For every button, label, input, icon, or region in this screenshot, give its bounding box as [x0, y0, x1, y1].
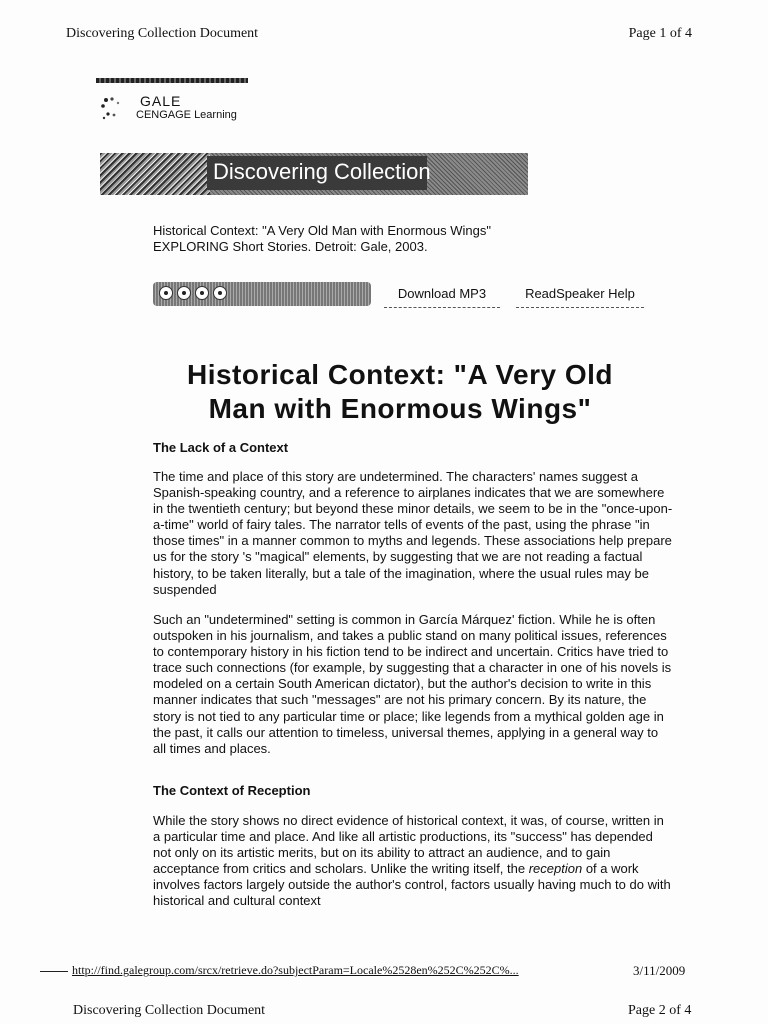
logo-subtitle: CENGAGE Learning	[136, 109, 237, 121]
banner-photo	[100, 153, 210, 195]
emphasis-reception: reception	[528, 861, 583, 877]
document-title-line-2: Man with Enormous Wings"	[208, 393, 592, 424]
gale-dots-icon	[98, 94, 128, 124]
footer-dash	[40, 971, 68, 972]
paragraph: The time and place of this story are undetermined. The characters' names suggest a Spanish-speaking country, and a reference to airplanes indicates that we are somewhere in the twentieth century; but beyond these minor details, we seem to be in the "once-upon-a-time" world of fairy tales. The narrator tells of events of the past, using the phrase "in those times" in a manner common to myths and legends. These associations help prepare us for the story 's "magical" elements, by suggesting that we are not reading a factual history, to be taken literally, but a tale of the imagination, where the usual rules may be suspended	[153, 469, 673, 597]
paragraph-text: While the story shows no direct evidence of historical context, it was, of course, written in a particular time and place. And like all artistic productions, its "success" has depended not only on its artistic merits, but on its ability to attract an audience, and to gain acceptance from critics and scholars. Unlike the writing itself, the	[153, 813, 664, 877]
document-title	[130, 358, 670, 426]
audio-player[interactable]	[153, 282, 371, 306]
next-page-header-title: Discovering Collection Document	[73, 1003, 266, 1018]
paragraph-text: of a work involves factors largely outside the author's control, factors usually having much to do with historical and cultural context	[153, 861, 671, 909]
print-header-page: Page 1 of 4	[628, 26, 692, 41]
section-heading: The Context of Reception	[153, 783, 311, 798]
stop-icon[interactable]	[195, 286, 209, 300]
paragraph	[153, 813, 673, 910]
citation	[153, 223, 491, 255]
section-heading: The Lack of a Context	[153, 440, 289, 455]
citation-title: Historical Context: "A Very Old Man with Enormous Wings"	[153, 223, 491, 238]
top-rule	[96, 78, 248, 83]
play-icon[interactable]	[159, 286, 173, 300]
footer-url-link[interactable]: http://find.galegroup.com/srcx/retrieve.do?subjectParam=Locale%2528en%252C%252C%...	[72, 963, 519, 977]
document-title-line-1: Historical Context: "A Very Old	[186, 359, 614, 390]
settings-icon[interactable]	[213, 286, 227, 300]
collection-banner	[100, 153, 528, 195]
citation-source: EXPLORING Short Stories. Detroit: Gale, 2003.	[153, 239, 428, 254]
pause-icon[interactable]	[177, 286, 191, 300]
logo-name: GALE	[140, 93, 182, 109]
next-page-header-page: Page 2 of 4	[628, 1003, 692, 1018]
download-mp3-link[interactable]: Download MP3	[384, 286, 500, 308]
print-footer-date: 3/11/2009	[633, 963, 686, 978]
print-footer-url	[40, 963, 519, 978]
readspeaker-help-link[interactable]: ReadSpeaker Help	[516, 286, 644, 308]
gale-logo[interactable]	[98, 92, 258, 126]
paragraph: Such an "undetermined" setting is common in García Márquez' fiction. While he is often outspoken in his journalism, and takes a public stand on many political issues, references to contemporary history in his fiction tend to be indirect and uncertain. Critics have tried to trace such connections (for example, by suggesting that a character in one of his novels is modeled on a certain South American dictator), but the author's decision to write in this manner indicates that such "messages" are not his primary concern. By its nature, the story is not tied to any particular time or place; like legends from a mythical golden age in the past, it calls our attention to timeless, universal themes, applying in a general way to all times and places.	[153, 612, 672, 756]
banner-title: Discovering Collection	[213, 159, 431, 184]
print-header-title: Discovering Collection Document	[66, 26, 259, 41]
